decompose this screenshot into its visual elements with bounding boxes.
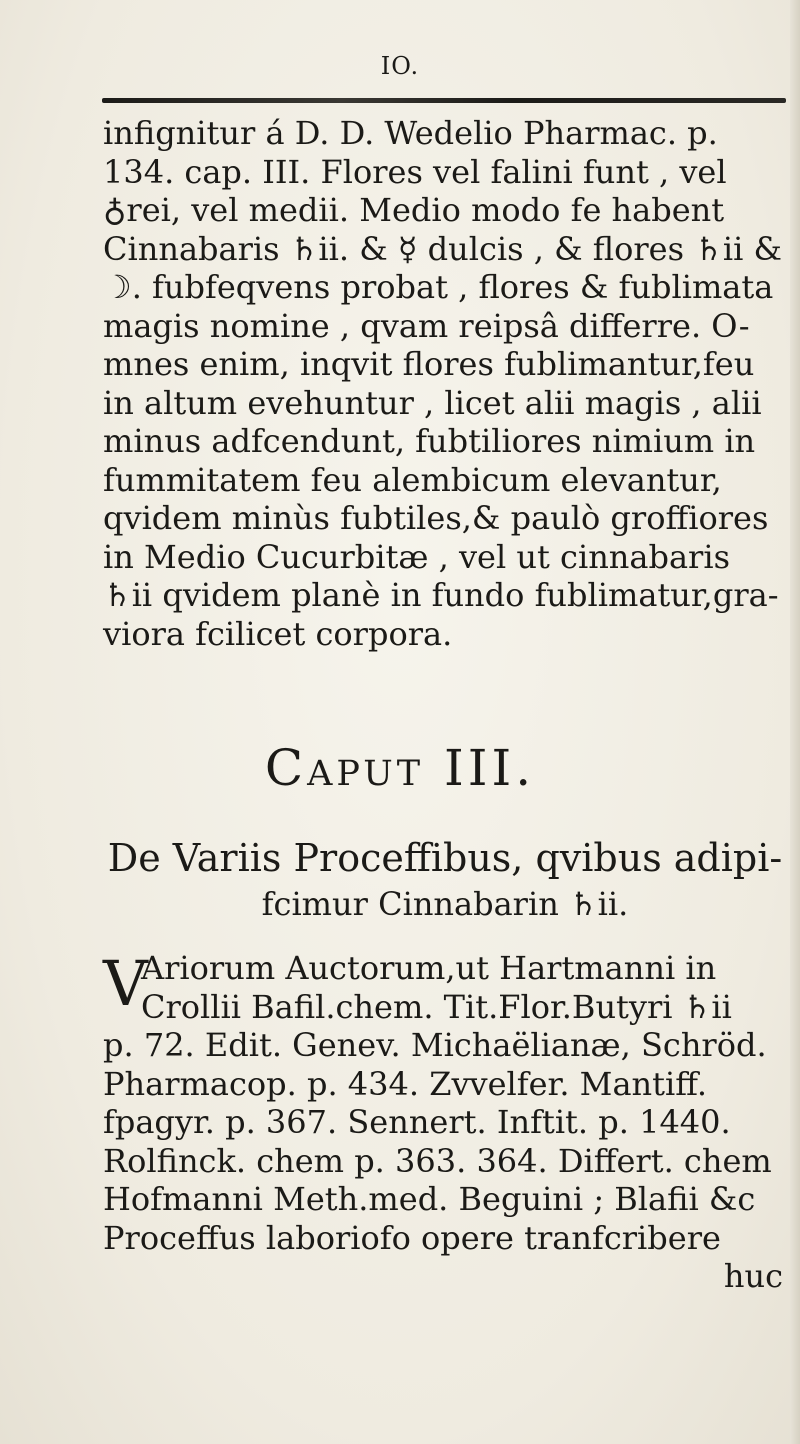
text-line: viora fcilicet corpora.: [103, 614, 453, 653]
text-line: Rolfinck. chem p. 363. 364. Differt. chem: [103, 1141, 772, 1180]
text-line: minus adfcendunt, fubtiliores nimium in: [103, 422, 756, 460]
subheading-line-1: De Variis Proceffibus, qvibus adipi-: [107, 836, 783, 880]
text-line: Hofmanni Meth.med. Beguini ; Blafii &c: [103, 1180, 756, 1218]
text-line: fummitatem feu alembicum elevantur,: [103, 460, 722, 499]
header-rule: [102, 98, 786, 103]
text-line: ♄ii qvidem planè in fundo fublimatur,gra-: [103, 576, 779, 614]
text-line: Proceffus laboriofo opere tranfcribere: [103, 1218, 721, 1257]
text-line: Cinnabaris ♄ii. & ☿ dulcis , & flores ♄ii &: [103, 229, 782, 268]
page-number: IO.: [380, 52, 420, 80]
subheading-line-2: fcimur Cinnabarin ♄ii.: [261, 885, 629, 923]
paragraph-2: [103, 949, 793, 1296]
text-line: fpagyr. p. 367. Sennert. Inftit. p. 1440.: [103, 1103, 731, 1141]
text-line: Ariorum Auctorum,ut Hartmanni in: [141, 949, 717, 987]
text-line: magis nomine , qvam reipsâ differre. O-: [103, 306, 750, 345]
text-line: p. 72. Edit. Genev. Michaëlianæ, Schröd.: [103, 1026, 767, 1064]
chapter-subheading: [100, 835, 790, 927]
drop-cap: V: [103, 947, 148, 1020]
text-line: Pharmacop. p. 434. Zvvelfer. Mantiff.: [103, 1064, 707, 1103]
chapter-heading: Caput III.: [264, 739, 536, 797]
text-line: infignitur á D. D. Wedelio Pharmac. p.: [103, 114, 718, 152]
text-line: in altum evehuntur , licet alii magis , alii: [103, 383, 762, 422]
text-line: Crollii Bafil.chem. Tit.Flor.Butyri ♄ii: [141, 987, 732, 1026]
paragraph-1: [103, 114, 793, 653]
catchword: huc: [723, 1257, 783, 1295]
text-line: 134. cap. III. Flores vel falini funt , vel: [103, 152, 727, 191]
text-line: mnes enim, inqvit flores fublimantur,feu: [103, 345, 755, 383]
text-line: in Medio Cucurbitæ , vel ut cinnabaris: [103, 537, 730, 576]
text-line: ♁rei, vel medii. Medio modo fe habent: [103, 191, 725, 229]
text-line: ☽. fubfeqvens probat , flores & fublimata: [103, 268, 774, 306]
text-line: qvidem minùs fubtiles,& paulò groffiores: [103, 499, 769, 537]
